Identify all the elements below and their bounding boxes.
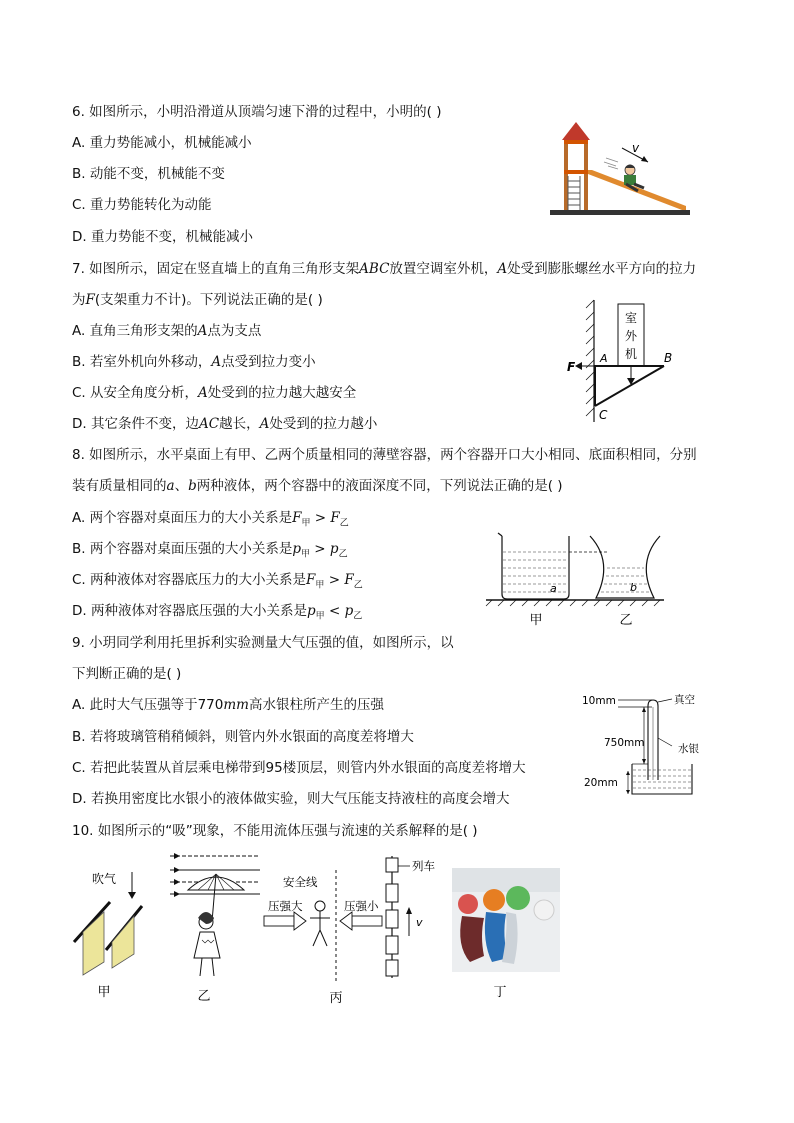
- slide-figure: [548, 118, 698, 222]
- svg-text:甲: 甲: [97, 985, 111, 1000]
- q7-stem-line1: 7. 如图所示，固定在竖直墙上的直角三角形支架ABC放置空调室外机，A处受到膨胀螺丝水平方向的拉力: [72, 261, 697, 277]
- svg-text:室: 室: [624, 311, 638, 325]
- person-icon: [315, 901, 325, 911]
- q10-stem: 10. 如图所示的“吸”现象，不能用流体压强与流速的关系解释的是( ): [72, 823, 478, 839]
- svg-text:安全线: 安全线: [283, 875, 318, 889]
- svg-text:20mm: 20mm: [584, 777, 618, 789]
- q7-stem-line2: 为F(支架重力不计)。下列说法正确的是( ): [72, 292, 323, 308]
- container-jia: [502, 536, 569, 599]
- q6-stem: 6. 如图所示，小明沿滑道从顶端匀速下滑的过程中，小明的( ): [72, 104, 442, 120]
- svg-text:水银: 水银: [678, 743, 699, 755]
- svg-text:列车: 列车: [412, 859, 435, 873]
- containers-figure: [484, 528, 666, 632]
- svg-text:B: B: [664, 351, 673, 365]
- svg-text:压强小: 压强小: [344, 899, 379, 913]
- girl-dress: [194, 932, 220, 958]
- mercury-dish: [632, 764, 692, 794]
- q9-stem-line1: 9. 小玥同学利用托里拆利实验测量大气压强的值，如图所示，以: [72, 635, 454, 651]
- q7-option-b[interactable]: B. 若室外机向外移动，A点受到拉力变小: [72, 354, 316, 370]
- q8-stem-line2: 装有质量相同的a、b两种液体，两个容器中的液面深度不同，下列说法正确的是( ): [72, 478, 563, 494]
- q9-stem-line2: 下判断正确的是( ): [72, 666, 182, 682]
- q6-option-a[interactable]: A. 重力势能减小，机械能减小: [72, 135, 252, 151]
- q8-option-a[interactable]: A. 两个容器对桌面压力的大小关系是$F_甲 > F_乙$: [72, 510, 349, 529]
- svg-text:真空: 真空: [674, 694, 695, 706]
- svg-text:丁: 丁: [493, 985, 507, 1000]
- svg-text:b: b: [630, 581, 637, 594]
- q8-option-c[interactable]: C. 两种液体对容器底压力的大小关系是$F_甲 > F_乙$: [72, 572, 363, 591]
- container-yi: [590, 536, 660, 598]
- paper-2: [112, 916, 134, 968]
- suction-figures: [66, 850, 566, 1010]
- q9-option-b[interactable]: B. 若将玻璃管稍稍倾斜，则管内外水银面的高度差将增大: [72, 729, 414, 745]
- q8-option-d[interactable]: D. 两种液体对容器底压强的大小关系是$p_甲 < p_乙$: [72, 603, 363, 622]
- q9-option-d[interactable]: D. 若换用密度比水银小的液体做实验，则大气压能支持液柱的高度会增大: [72, 791, 510, 807]
- q7-option-d[interactable]: D. 其它条件不变，边AC越长，A处受到的拉力越小: [72, 416, 378, 432]
- q7-option-a[interactable]: A. 直角三角形支架的A点为支点: [72, 323, 262, 339]
- ground: [550, 210, 690, 215]
- svg-text:乙: 乙: [197, 989, 211, 1004]
- q9-option-c[interactable]: C. 若把此装置从首层乘电梯带到95楼顶层，则管内外水银面的高度差将增大: [72, 760, 526, 776]
- svg-text:750mm: 750mm: [604, 737, 645, 749]
- fig-jia: [74, 871, 142, 1000]
- torricelli-figure: [580, 690, 712, 802]
- svg-text:A: A: [600, 352, 608, 365]
- bracket-figure: [564, 298, 684, 426]
- q9-option-a[interactable]: A. 此时大气压强等于770mm高水银柱所产生的压强: [72, 697, 384, 713]
- svg-text:v: v: [416, 916, 423, 929]
- svg-text:外: 外: [624, 329, 638, 343]
- q8-option-b[interactable]: B. 两个容器对桌面压强的大小关系是$p_甲 > p_乙$: [72, 541, 348, 560]
- v-label: v: [632, 141, 640, 155]
- svg-text:机: 机: [624, 347, 638, 361]
- fig-ding: [452, 868, 560, 1000]
- svg-text:F: F: [567, 360, 576, 374]
- fig-yi: [170, 853, 260, 1004]
- svg-text:C: C: [599, 408, 608, 422]
- svg-text:丙: 丙: [329, 991, 343, 1006]
- fig-bing: [264, 856, 435, 1006]
- q8-stem-line1: 8. 如图所示，水平桌面上有甲、乙两个质量相同的薄壁容器，两个容器开口大小相同、底面积相同，分别: [72, 447, 697, 463]
- svg-text:吹气: 吹气: [92, 872, 117, 886]
- svg-text:10mm: 10mm: [582, 695, 616, 707]
- q6-option-d[interactable]: D. 重力势能不变，机械能减小: [72, 229, 253, 245]
- bracket-bc: [595, 366, 664, 406]
- paper-1: [83, 912, 104, 975]
- label-yi: 乙: [619, 613, 633, 628]
- svg-text:a: a: [550, 582, 557, 595]
- q7-option-c[interactable]: C. 从安全角度分析，A处受到的拉力越大越安全: [72, 385, 357, 401]
- label-jia: 甲: [529, 613, 543, 628]
- q6-option-c[interactable]: C. 重力势能转化为动能: [72, 197, 212, 213]
- svg-text:压强大: 压强大: [268, 899, 303, 913]
- q6-option-b[interactable]: B. 动能不变，机械能不变: [72, 166, 225, 182]
- slide-roof: [562, 122, 590, 140]
